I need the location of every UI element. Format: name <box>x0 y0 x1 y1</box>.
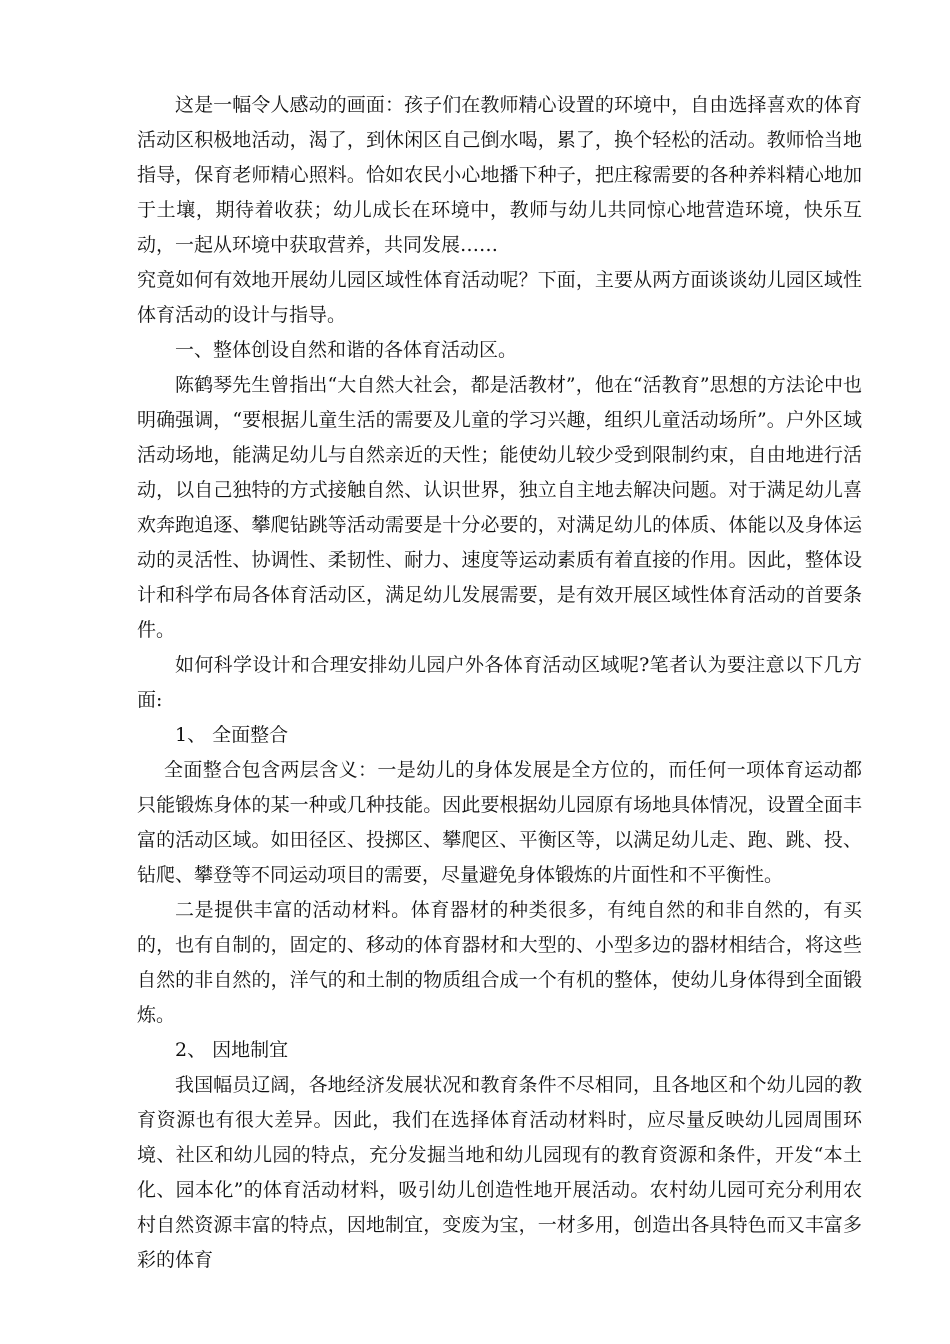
chen-heqin-paragraph: 陈鹤琴先生曾指出“大自然大社会，都是活教材”，他在“活教育”思想的方法论中也明确强调，“要根据儿童生活的需要及儿童的学习兴趣，组织儿童活动场所”。户外区域活动场地，能满足幼儿与自然亲近的天性；能使幼儿较少受到限制约束，自由地进行活动，以自己独特的方式接触自然、认识世界，独立自主地去解决问题。对于满足幼儿喜欢奔跑追逐、攀爬钻跳等活动需要是十分必要的，对满足幼儿的体质、体能以及身体运动的灵活性、协调性、柔韧性、耐力、速度等运动素质有着直接的作用。因此，整体设计和科学布局各体育活动区，满足幼儿发展需要，是有效开展区域性体育活动的首要条件。 <box>137 374 862 641</box>
question-paragraph: 究竟如何有效地开展幼儿园区域性体育活动呢？下面，主要从两方面谈谈幼儿园区域性体育活动的设计与指导。 <box>137 269 862 326</box>
how-to-design-paragraph: 如何科学设计和合理安排幼儿园户外各体育活动区域呢?笔者认为要注意以下几方面: <box>137 654 862 711</box>
comprehensive-integration-paragraph: 全面整合包含两层含义：一是幼儿的身体发展是全方位的，而任何一项体育运动都只能锻炼身体的某一种或几种技能。因此要根据幼儿园原有场地具体情况，设置全面丰富的活动区域。如田径区、投掷区、攀爬区、平衡区等，以满足幼儿走、跑、跳、投、钻爬、攀登等不同运动项目的需要，尽量避免身体锻炼的片面性和不平衡性。 <box>137 759 862 886</box>
subheading-2: 2、 因地制宜 <box>175 1039 289 1061</box>
intro-paragraph: 这是一幅令人感动的画面：孩子们在教师精心设置的环境中，自由选择喜欢的体育活动区积极地活动，渴了，到休闲区自己倒水喝，累了，换个轻松的活动。教师恰当地指导，保育老师精心照料。恰如农民小心地播下种子，把庄稼需要的各种养料精心地加于土壤，期待着收获；幼儿成长在环境中，教师与幼儿共同惊心地营造环境，快乐互动，一起从环境中获取营养，共同发展…… <box>137 94 862 256</box>
materials-paragraph: 二是提供丰富的活动材料。体育器材的种类很多，有纯自然的和非自然的，有买的，也有自制的，固定的、移动的体育器材和大型的、小型多边的器材相结合，将这些自然的非自然的，洋气的和土制的物质组合成一个有机的整体，使幼儿身体得到全面锻炼。 <box>137 899 862 1026</box>
section-heading-1: 一、整体创设自然和谐的各体育活动区。 <box>175 339 518 361</box>
subheading-1: 1、 全面整合 <box>175 724 289 746</box>
local-conditions-paragraph: 我国幅员辽阔，各地经济发展状况和教育条件不尽相同，且各地区和个幼儿园的教育资源也有很大差异。因此，我们在选择体育活动材料时，应尽量反映幼儿园周围环境、社区和幼儿园的特点，充分发掘当地和幼儿园现有的教育资源和条件，开发“本土化、园本化”的体育活动材料，吸引幼儿创造性地开展活动。农村幼儿园可充分利用农村自然资源丰富的特点，因地制宜，变废为宝，一材多用，创造出各具特色而又丰富多彩的体育 <box>137 1074 862 1271</box>
